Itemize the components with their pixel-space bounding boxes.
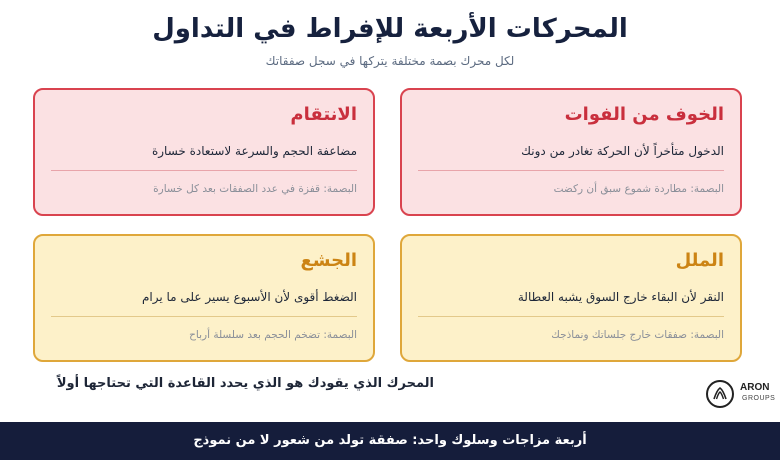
footer-text: أربعة مزاجات وسلوك واحد: صفقة تولد من شعور لا من نموذج bbox=[193, 433, 587, 448]
card-description: النقر لأن البقاء خارج السوق يشبه العطالة bbox=[517, 290, 724, 304]
card-description: الضغط أقوى لأن الأسبوع يسير على ما يرام bbox=[141, 290, 357, 304]
footer-banner bbox=[0, 422, 780, 460]
card-boredom bbox=[400, 234, 742, 362]
card-fingerprint: البصمة: مطاردة شموع سبق أن ركضت bbox=[553, 183, 724, 195]
card-divider bbox=[51, 170, 357, 171]
card-divider bbox=[418, 170, 724, 171]
logo-sub: GROUPS bbox=[742, 395, 776, 402]
card-fomo bbox=[400, 88, 742, 216]
key-note: المحرك الذي يقودك هو الذي يحدد القاعدة التي تحتاجها أولاً bbox=[56, 376, 434, 391]
card-divider bbox=[418, 316, 724, 317]
aron-logo-icon bbox=[706, 380, 734, 408]
card-divider bbox=[51, 316, 357, 317]
card-description: مضاعفة الحجم والسرعة لاستعادة خسارة bbox=[151, 144, 357, 158]
card-title: الخوف من الفوات bbox=[564, 104, 724, 125]
card-fingerprint: البصمة: قفزة في عدد الصفقات بعد كل خسارة bbox=[153, 183, 357, 195]
card-title: الملل bbox=[675, 250, 724, 271]
card-greed bbox=[33, 234, 375, 362]
logo-name: ARON bbox=[740, 382, 770, 393]
card-title: الانتقام bbox=[290, 104, 357, 125]
brand-logo bbox=[706, 378, 774, 412]
card-title: الجشع bbox=[300, 250, 357, 271]
card-revenge bbox=[33, 88, 375, 216]
page-subtitle: لكل محرك بصمة مختلفة يتركها في سجل صفقاتك bbox=[265, 54, 515, 68]
card-fingerprint: البصمة: تضخم الحجم بعد سلسلة أرباح bbox=[189, 329, 357, 341]
page-title: المحركات الأربعة للإفراط في التداول bbox=[152, 14, 628, 44]
card-description: الدخول متأخراً لأن الحركة تغادر من دونك bbox=[521, 144, 724, 158]
card-fingerprint: البصمة: صفقات خارج جلساتك ونماذجك bbox=[551, 329, 724, 341]
